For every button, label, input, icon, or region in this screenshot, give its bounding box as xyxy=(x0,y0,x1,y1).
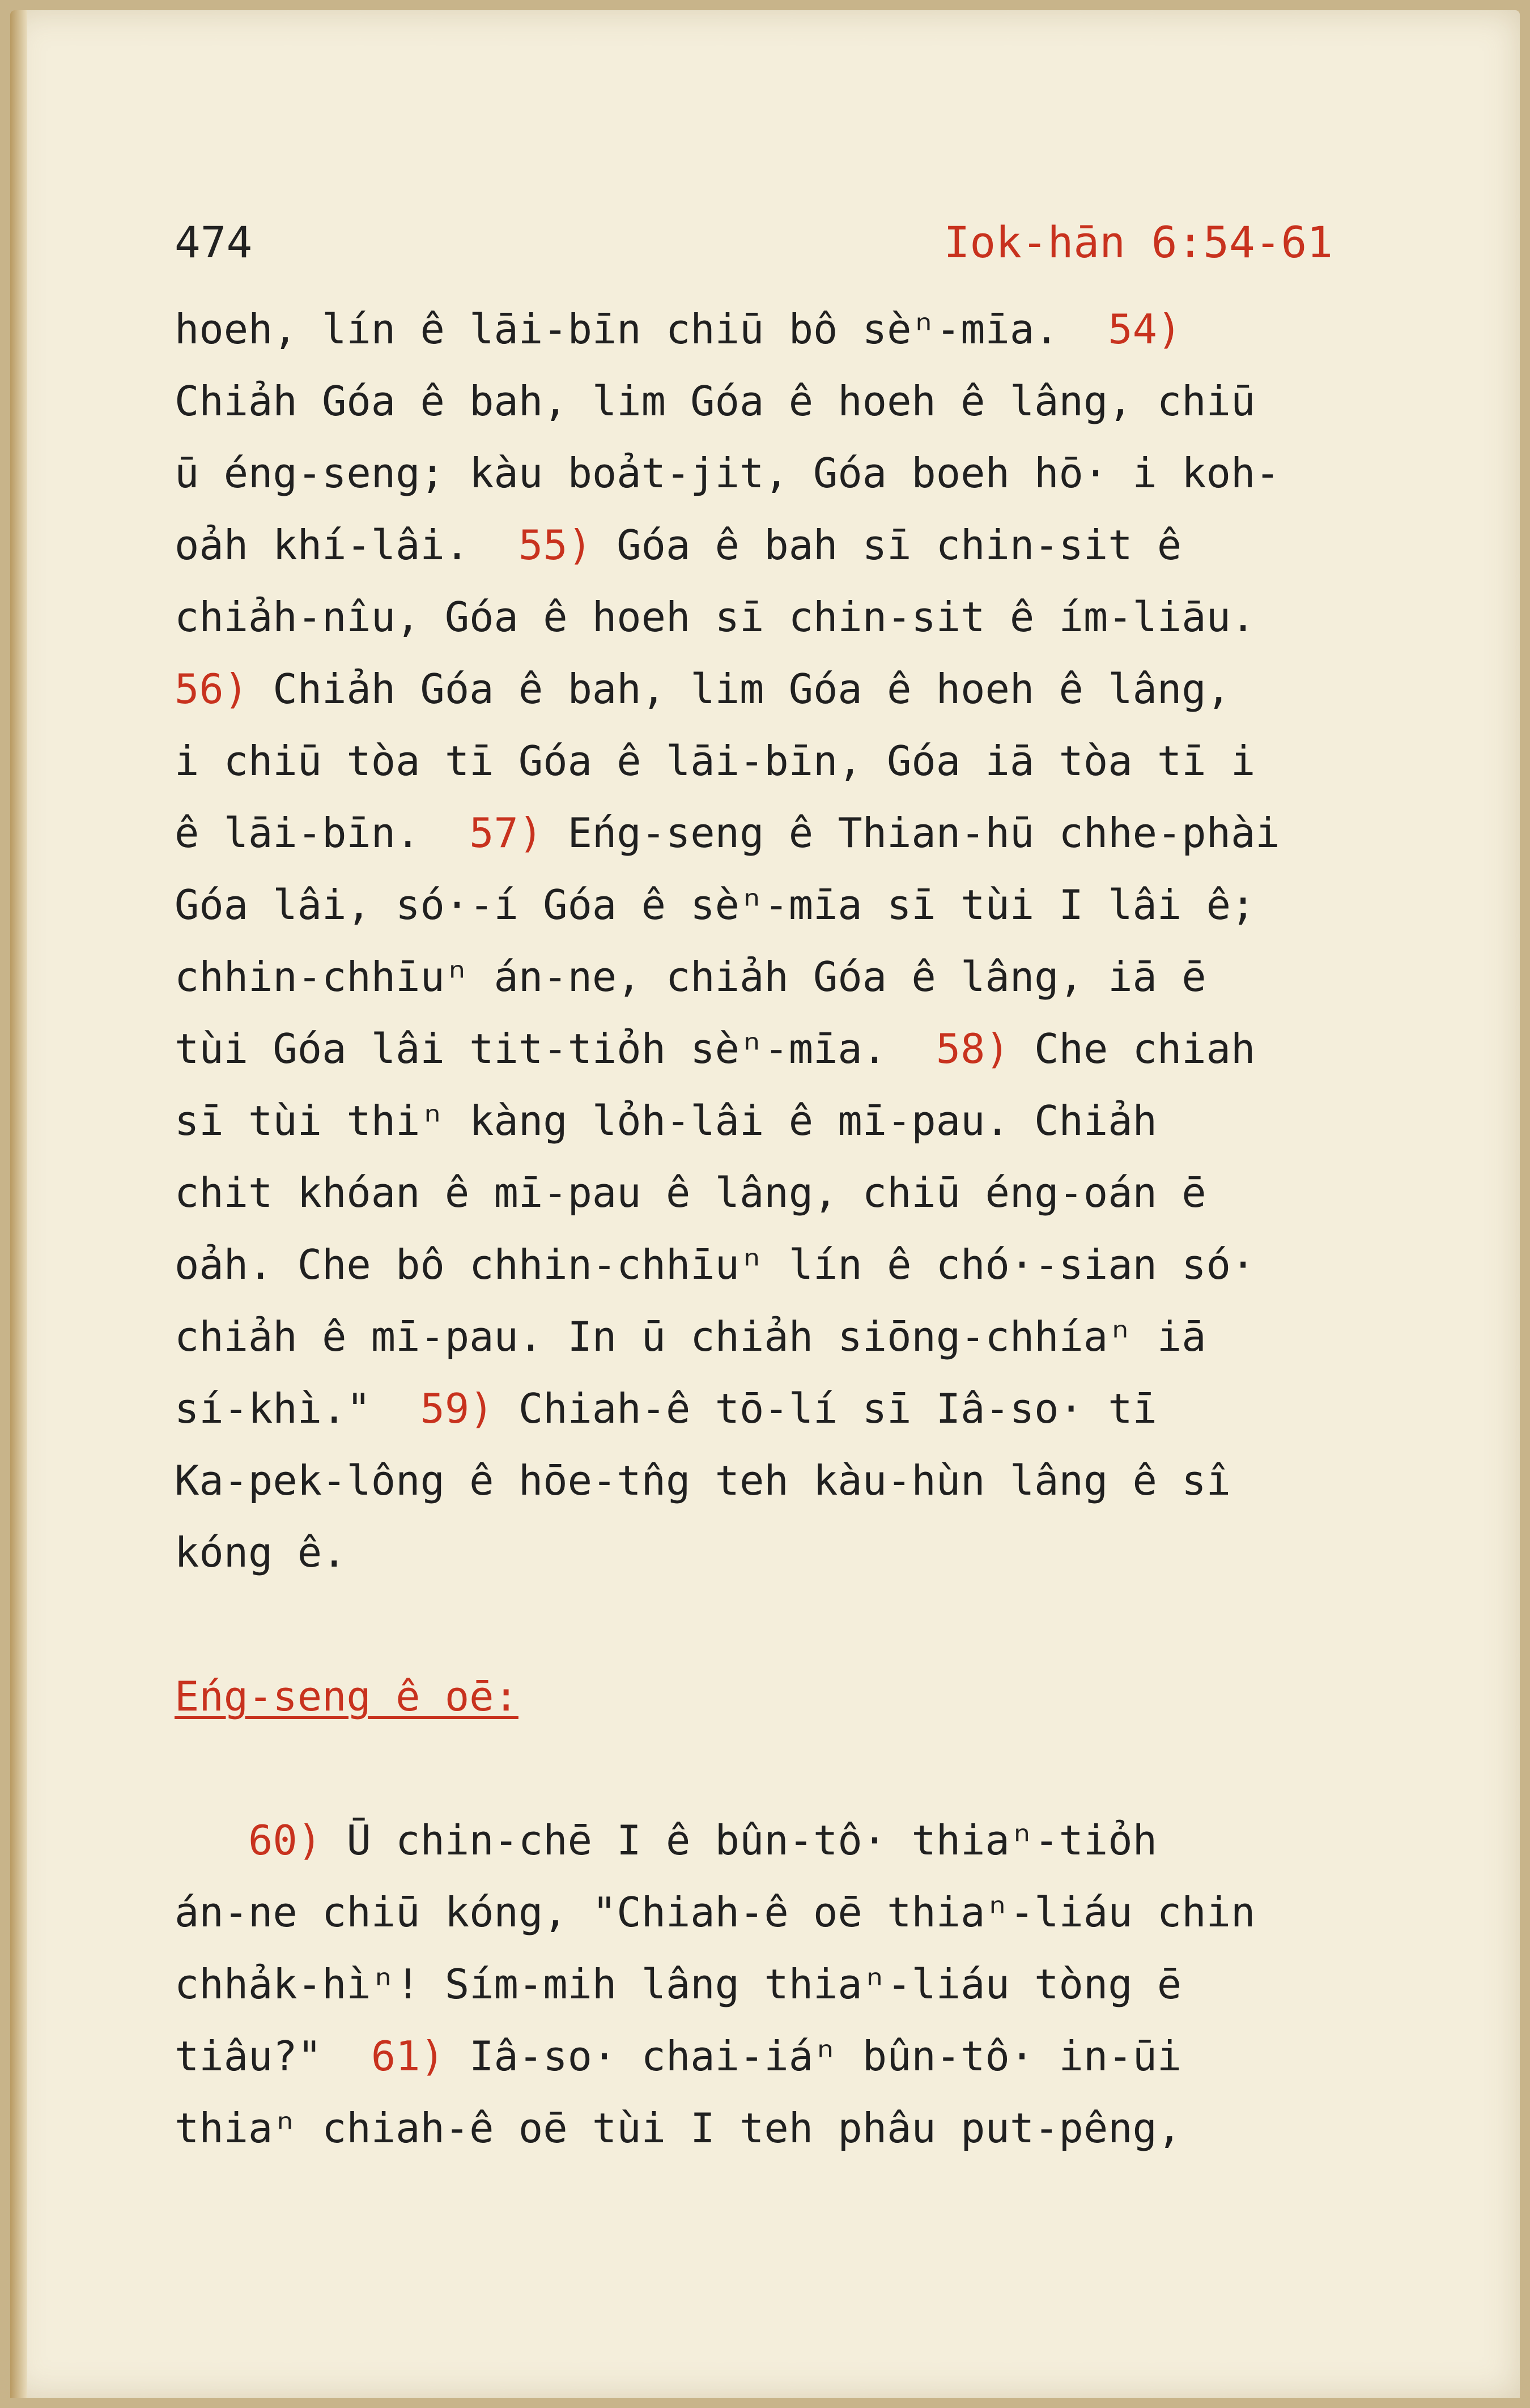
page-number: 474 xyxy=(175,217,253,267)
verse-text xyxy=(175,1816,248,1864)
verse-number: 61) xyxy=(371,2032,445,2080)
text-line xyxy=(175,2092,1478,2164)
text-line xyxy=(175,2020,1478,2092)
verse-text: chhin-chhīuⁿ án-ne, chiảh Góa ê lâng, iā ē xyxy=(175,953,1206,1001)
verse-text: Eńg-seng ê Thian-hū chhe-phài xyxy=(543,809,1280,857)
verse-number: 55) xyxy=(518,521,592,569)
page-header xyxy=(175,209,1333,276)
verse-text: Chiảh Góa ê bah, lim Góa ê hoeh ê lâng, chiū xyxy=(175,377,1256,425)
verse-text: sī tùi thiⁿ kàng lỏh-lâi ê mī-pau. Chiảh xyxy=(175,1097,1157,1145)
text-line xyxy=(175,293,1478,365)
verse-number: 57) xyxy=(469,809,543,857)
text-line xyxy=(175,581,1478,653)
verse-text: án-ne chiū kóng, "Chiah-ê oē thiaⁿ-liáu chin xyxy=(175,1888,1256,1936)
text-line xyxy=(175,1013,1478,1085)
text-line xyxy=(175,1948,1478,2020)
verse-text: chiảh ê mī-pau. In ū chiảh siōng-chhíaⁿ iā xyxy=(175,1313,1206,1360)
book-page xyxy=(10,10,1520,2398)
verse-number: 58) xyxy=(936,1025,1010,1073)
verse-text: tiâu?" xyxy=(175,2032,371,2080)
verse-text: Góa ê bah sī chin-sit ê xyxy=(592,521,1182,569)
text-line xyxy=(175,437,1478,509)
verse-number: 60) xyxy=(248,1816,322,1864)
blank-line xyxy=(175,1589,1478,1661)
section-heading: Eńg-seng ê oē: xyxy=(175,1673,518,1720)
verse-text: Ū chin-chē I ê bûn-tô· thiaⁿ-tiỏh xyxy=(322,1816,1157,1864)
text-line xyxy=(175,1301,1478,1373)
text-line xyxy=(175,1877,1478,1948)
blank-line xyxy=(175,1733,1478,1805)
verse-text: Che chiah xyxy=(1009,1025,1256,1073)
verse-text: Chiah-ê tō-lí sī Iâ-so· tī xyxy=(494,1385,1157,1432)
text-line xyxy=(175,1517,1478,1589)
verse-text: sí-khì." xyxy=(175,1385,420,1432)
scripture-text xyxy=(175,293,1478,2164)
verse-text: Ka-pek-lông ê hōe-tn̂g teh kàu-hùn lâng ê sî xyxy=(175,1457,1231,1504)
verse-text: hoeh, lín ê lāi-bīn chiū bô sèⁿ-mīa. xyxy=(175,305,1108,353)
text-line xyxy=(175,1445,1478,1517)
text-line xyxy=(175,725,1478,797)
verse-text: thiaⁿ chiah-ê oē tùi I teh phâu put-pêng, xyxy=(175,2104,1182,2152)
text-line xyxy=(175,509,1478,581)
text-line xyxy=(175,1373,1478,1445)
verse-text: oảh. Che bô chhin-chhīuⁿ lín ê chó·-sian só· xyxy=(175,1241,1256,1288)
verse-text: ê lāi-bīn. xyxy=(175,809,470,857)
text-line xyxy=(175,1661,1478,1733)
verse-text: i chiū tòa tī Góa ê lāi-bīn, Góa iā tòa tī i xyxy=(175,737,1256,785)
text-line xyxy=(175,797,1478,869)
text-line xyxy=(175,1229,1478,1301)
page-binding-edge xyxy=(10,10,27,2398)
verse-text: Chiảh Góa ê bah, lim Góa ê hoeh ê lâng, xyxy=(248,665,1231,713)
text-line xyxy=(175,869,1478,941)
text-line xyxy=(175,1805,1478,1877)
text-line xyxy=(175,1085,1478,1157)
text-line xyxy=(175,1157,1478,1229)
verse-number: 56) xyxy=(175,665,249,713)
verse-text: chhảk-hìⁿ! Sím-mih lâng thiaⁿ-liáu tòng ē xyxy=(175,1960,1182,2008)
verse-text: ū éng-seng; kàu boảt-jit, Góa boeh hō· i koh- xyxy=(175,449,1280,497)
verse-text: chiảh-nîu, Góa ê hoeh sī chin-sit ê ím-liāu. xyxy=(175,593,1256,641)
verse-text: kóng ê. xyxy=(175,1529,347,1576)
verse-number: 54) xyxy=(1108,305,1182,353)
verse-text: chit khóan ê mī-pau ê lâng, chiū éng-oán ē xyxy=(175,1169,1206,1216)
running-head: Iok-hān 6:54-61 xyxy=(944,217,1333,267)
text-line xyxy=(175,941,1478,1013)
text-line xyxy=(175,365,1478,437)
verse-text: tùi Góa lâi tit-tiỏh sèⁿ-mīa. xyxy=(175,1025,936,1073)
verse-text: oảh khí-lâi. xyxy=(175,521,518,569)
verse-text: Iâ-so· chai-iáⁿ bûn-tô· in-ūi xyxy=(444,2032,1182,2080)
verse-text: Góa lâi, só·-í Góa ê sèⁿ-mīa sī tùi I lâi ê; xyxy=(175,881,1256,929)
text-line xyxy=(175,653,1478,725)
verse-number: 59) xyxy=(420,1385,494,1432)
